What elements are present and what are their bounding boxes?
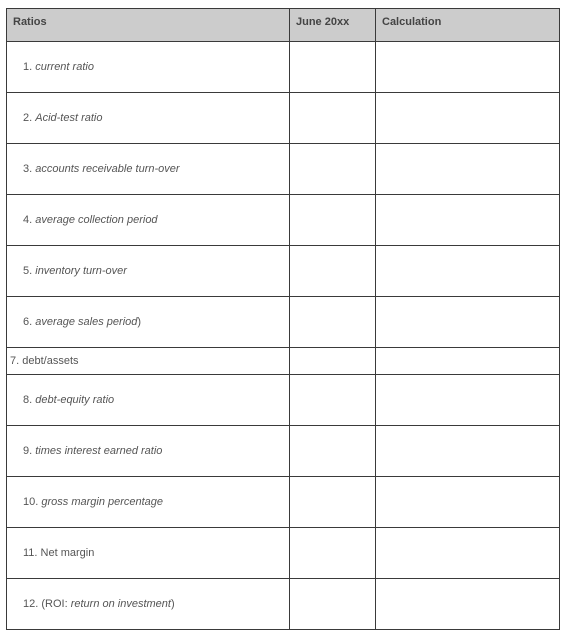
table-row (7, 246, 560, 297)
june-value-cell[interactable] (290, 144, 376, 195)
table-row (7, 195, 560, 246)
calculation-cell[interactable] (376, 375, 560, 426)
ratio-number: 1. (23, 61, 33, 73)
table-row (7, 348, 560, 375)
ratio-number: 11. (23, 547, 38, 559)
calculation-cell[interactable] (376, 348, 560, 375)
table-row (7, 426, 560, 477)
ratio-name: debt-equity ratio (35, 394, 115, 406)
ratio-number: 8. (23, 394, 33, 406)
calculation-cell[interactable] (376, 144, 560, 195)
ratio-name-cell (7, 348, 290, 375)
ratio-name: average collection period (35, 214, 158, 226)
june-value-cell[interactable] (290, 195, 376, 246)
table-row (7, 579, 560, 630)
ratio-number: 7. (10, 355, 20, 367)
header-june-label: June 20xx (296, 16, 350, 28)
ratio-name: current ratio (35, 61, 94, 73)
ratio-name-cell (7, 426, 290, 477)
table-row (7, 42, 560, 93)
ratio-name: accounts receivable turn-over (35, 163, 180, 175)
ratios-table (6, 8, 560, 630)
ratio-number: 9. (23, 445, 33, 457)
calculation-cell[interactable] (376, 42, 560, 93)
ratio-number: 6. (23, 316, 33, 328)
calculation-cell[interactable] (376, 528, 560, 579)
header-calculation-label: Calculation (382, 16, 442, 28)
ratio-name: times interest earned ratio (35, 445, 163, 457)
ratio-suffix: ) (137, 316, 142, 328)
june-value-cell[interactable] (290, 348, 376, 375)
ratio-name: gross margin percentage (41, 496, 164, 508)
ratio-prefix: (ROI: (41, 598, 71, 610)
june-value-cell[interactable] (290, 477, 376, 528)
calculation-cell[interactable] (376, 297, 560, 348)
ratio-name-cell (7, 93, 290, 144)
ratio-name-cell (7, 528, 290, 579)
calculation-cell[interactable] (376, 426, 560, 477)
ratio-name-cell (7, 375, 290, 426)
ratio-name-cell (7, 297, 290, 348)
calculation-cell[interactable] (376, 579, 560, 630)
table-row (7, 477, 560, 528)
ratio-name-cell (7, 579, 290, 630)
table-row (7, 297, 560, 348)
calculation-cell[interactable] (376, 93, 560, 144)
ratio-name-cell (7, 477, 290, 528)
header-row (7, 9, 560, 42)
june-value-cell[interactable] (290, 426, 376, 477)
ratio-number: 12. (23, 598, 39, 610)
ratio-name-cell (7, 144, 290, 195)
ratio-number: 3. (23, 163, 33, 175)
ratio-name-cell (7, 246, 290, 297)
ratio-number: 4. (23, 214, 33, 226)
ratio-number: 5. (23, 265, 33, 277)
header-june (290, 9, 376, 42)
table-row (7, 93, 560, 144)
ratio-name: return on investment (70, 598, 171, 610)
june-value-cell[interactable] (290, 42, 376, 93)
ratio-name: Acid-test ratio (35, 112, 103, 124)
june-value-cell[interactable] (290, 297, 376, 348)
ratio-suffix: ) (170, 598, 175, 610)
ratio-name-cell (7, 42, 290, 93)
calculation-cell[interactable] (376, 195, 560, 246)
ratio-number: 10. (23, 496, 39, 508)
ratio-name: average sales period (35, 316, 138, 328)
ratio-prefix: Net margin (40, 547, 95, 559)
table-row (7, 528, 560, 579)
header-ratios (7, 9, 290, 42)
calculation-cell[interactable] (376, 477, 560, 528)
ratio-number: 2. (23, 112, 33, 124)
ratio-name: inventory turn-over (35, 265, 127, 277)
june-value-cell[interactable] (290, 246, 376, 297)
header-calculation (376, 9, 560, 42)
header-ratios-label: Ratios (13, 16, 47, 28)
ratio-name-cell (7, 195, 290, 246)
june-value-cell[interactable] (290, 528, 376, 579)
table-row (7, 144, 560, 195)
table-row (7, 375, 560, 426)
june-value-cell[interactable] (290, 93, 376, 144)
june-value-cell[interactable] (290, 579, 376, 630)
ratio-prefix: debt/assets (22, 355, 79, 367)
june-value-cell[interactable] (290, 375, 376, 426)
calculation-cell[interactable] (376, 246, 560, 297)
